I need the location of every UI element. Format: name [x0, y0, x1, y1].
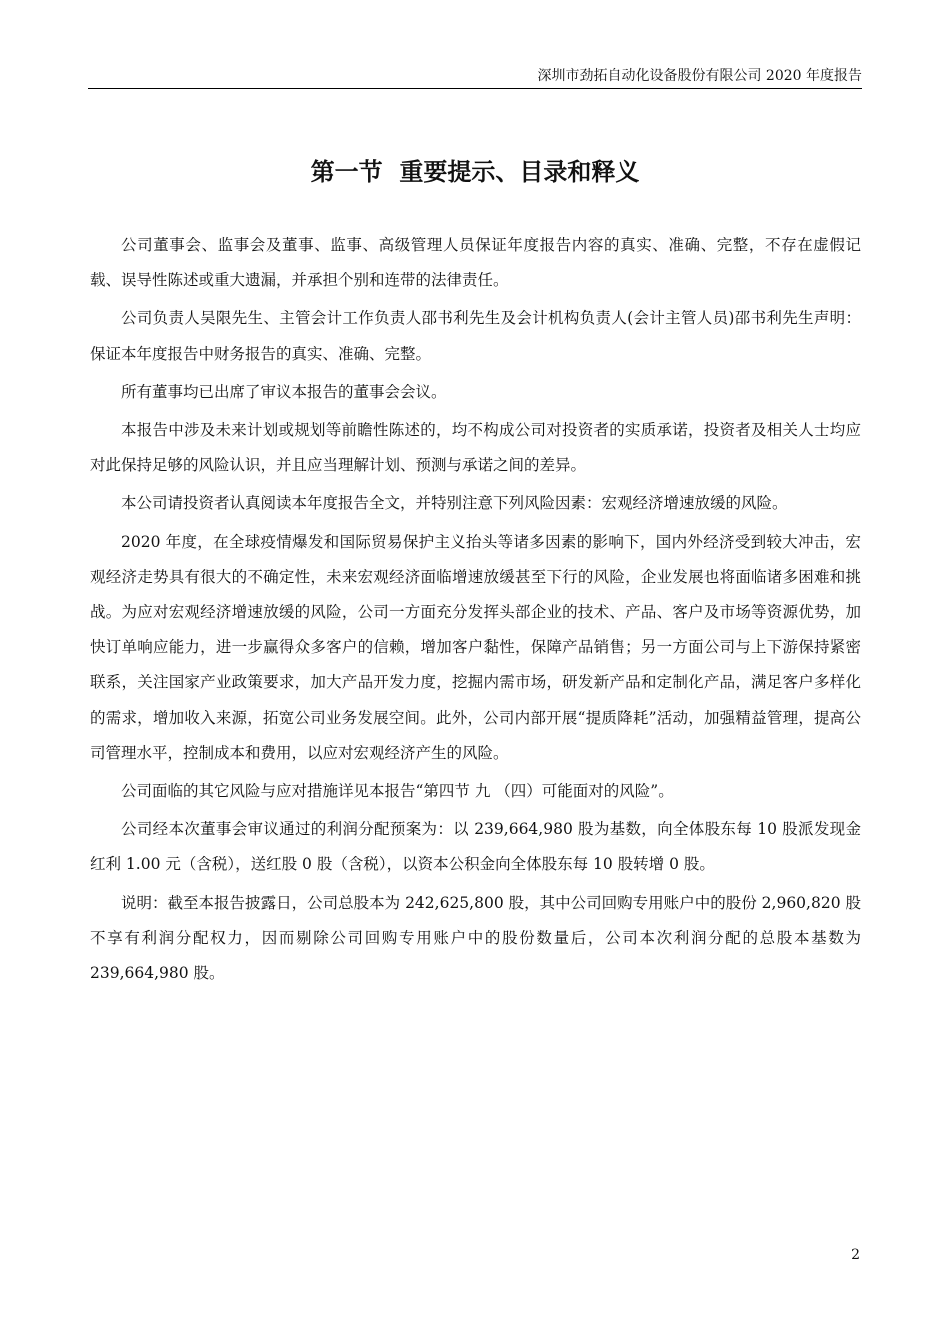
- section-title: 第一节 重要提示、目录和释义: [310, 158, 640, 186]
- paragraph-responsible-persons: 公司负责人吴限先生、主管会计工作负责人邵书利先生及会计机构负责人(会计主管人员)邵书利先生声明：保证本年度报告中财务报告的真实、准确、完整。: [90, 309, 861, 363]
- paragraph-share-capital-note: 说明：截至本报告披露日，公司总股本为 242,625,800 股，其中公司回购专用账户中的股份 2,960,820 股不享有利润分配权力，因而剔除公司回购专用账户中的股份数量后，公司本次利润分配的总股本基数为 239,664,980 股。: [90, 893, 861, 983]
- paragraph-risk-notice: 本公司请投资者认真阅读本年度报告全文，并特别注意下列风险因素：宏观经济增速放缓的风险。: [121, 494, 788, 513]
- page-number: 2: [851, 1247, 860, 1263]
- paragraph-other-risks: 公司面临的其它风险与应对措施详见本报告“第四节 九 （四）可能面对的风险”。: [121, 782, 674, 801]
- paragraph-forward-looking: 本报告中涉及未来计划或规划等前瞻性陈述的，均不构成公司对投资者的实质承诺，投资者及相关人士均应对此保持足够的风险认识，并且应当理解计划、预测与承诺之间的差异。: [90, 421, 861, 475]
- running-header: 深圳市劲拓自动化设备股份有限公司 2020 年度报告: [537, 68, 862, 84]
- paragraph-profit-distribution: 公司经本次董事会审议通过的利润分配预案为：以 239,664,980 股为基数，向全体股东每 10 股派发现金红利 1.00 元（含税），送红股 0 股（含税），以资本公积金向全体股东每 10 股转增 0 股。: [90, 820, 861, 874]
- header-divider: [88, 88, 862, 89]
- paragraph-macro-risk: 2020 年度，在全球疫情爆发和国际贸易保护主义抬头等诸多因素的影响下，国内外经济受到较大冲击，宏观经济走势具有很大的不确定性，未来宏观经济面临增速放缓甚至下行的风险，企业发展也将面临诸多困难和挑战。为应对宏观经济增速放缓的风险，公司一方面充分发挥头部企业的技术、产品、客户及市场等资源优势，加快订单响应能力，进一步赢得众多客户的信赖，增加客户黏性，保障产品销售；另一方面公司与上下游保持紧密联系，关注国家产业政策要求，加大产品开发力度，挖掘内需市场，研发新产品和定制化产品，满足客户多样化的需求，增加收入来源，拓宽公司业务发展空间。此外，公司内部开展“提质降耗”活动，加强精益管理，提高公司管理水平，控制成本和费用，以应对宏观经济产生的风险。: [90, 532, 861, 762]
- paragraph-board-guarantee: 公司董事会、监事会及董事、监事、高级管理人员保证年度报告内容的真实、准确、完整，不存在虚假记载、误导性陈述或重大遗漏，并承担个别和连带的法律责任。: [90, 236, 861, 290]
- paragraph-directors-attendance: 所有董事均已出席了审议本报告的董事会会议。: [121, 382, 447, 401]
- body-text: [90, 228, 861, 994]
